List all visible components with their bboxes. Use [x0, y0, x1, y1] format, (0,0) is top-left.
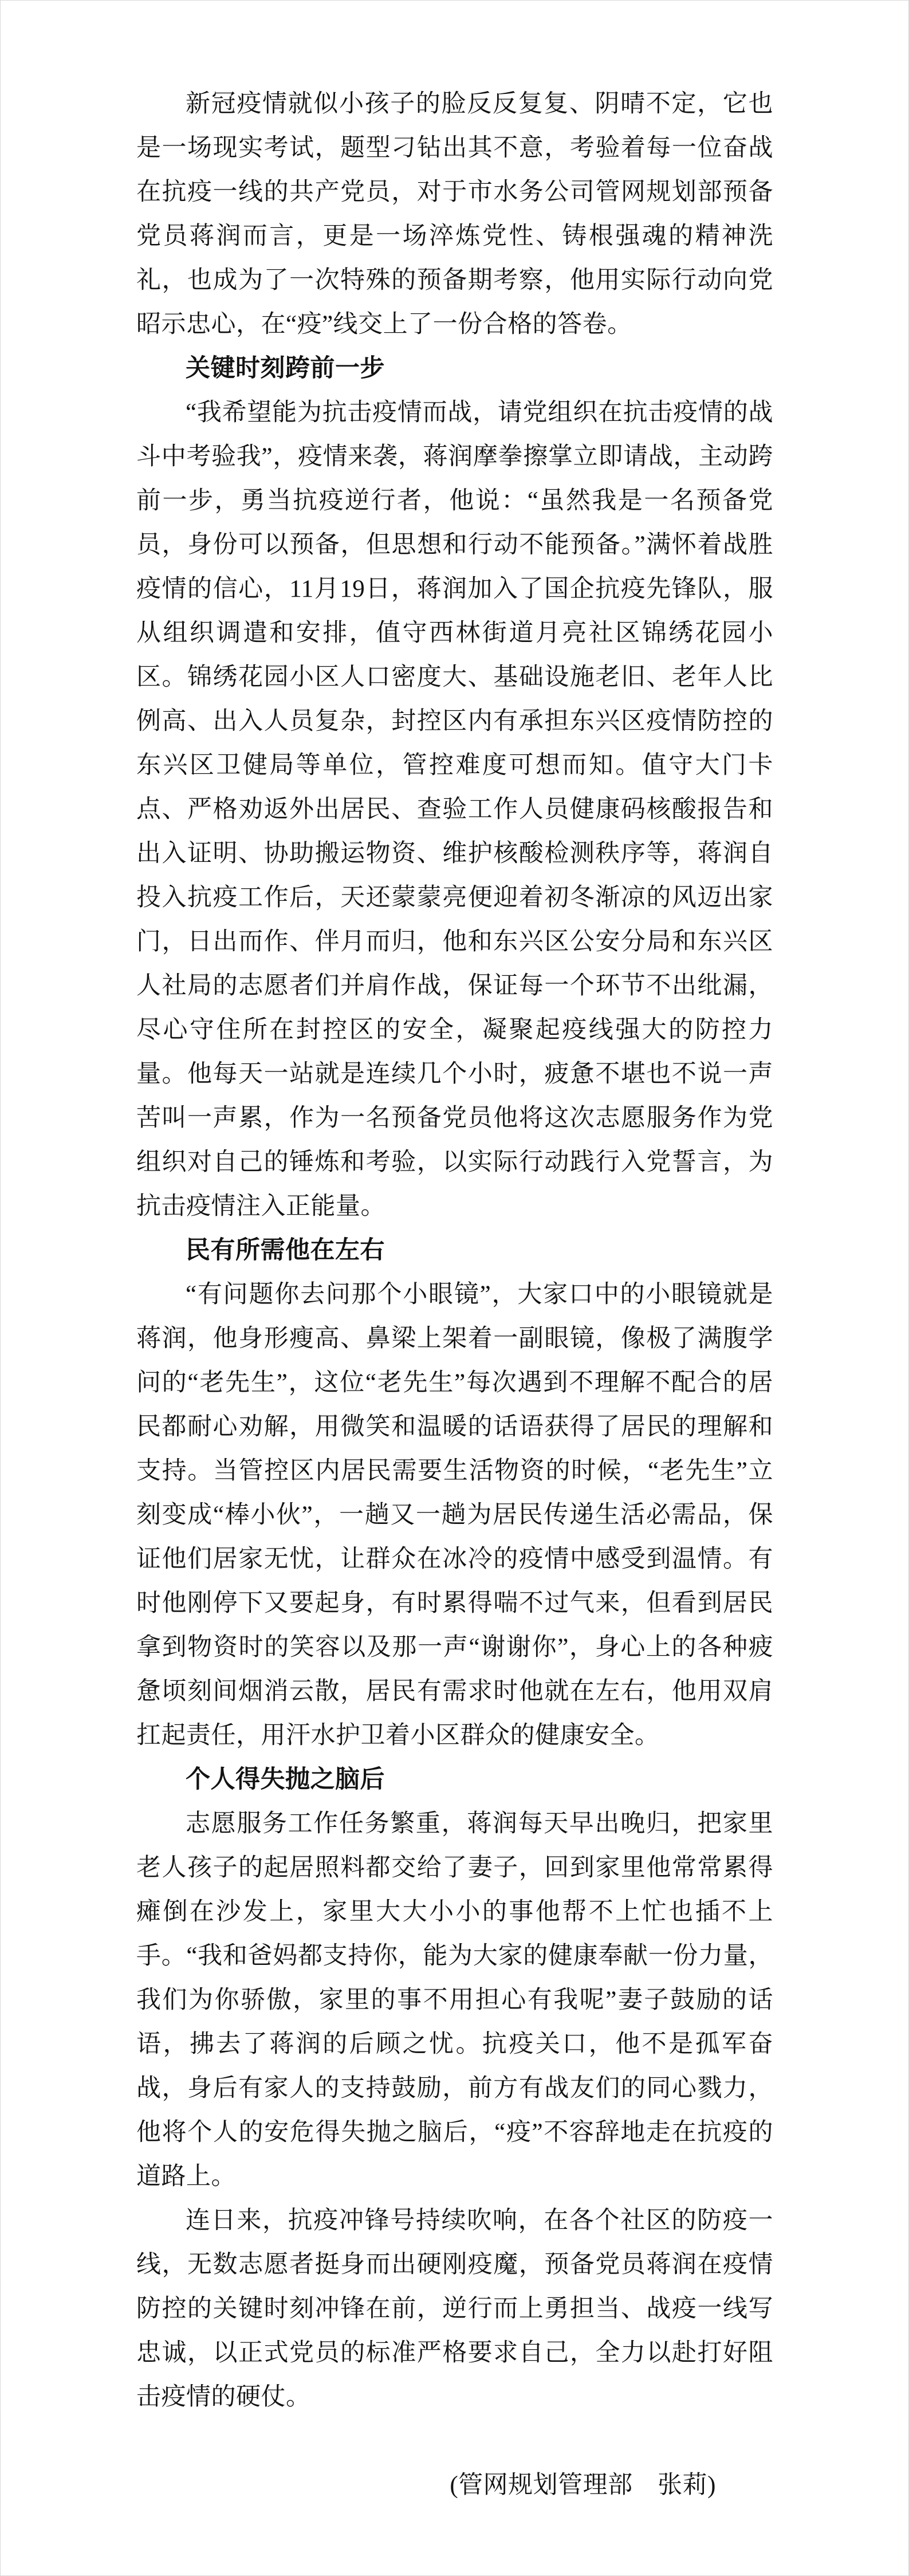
- paragraph-section-1: “我希望能为抗击疫情而战，请党组织在抗击疫情的战斗中考验我”，疫情来袭，蒋润摩拳擦掌立即请战，主动跨前一步，勇当抗疫逆行者，他说：“虽然我是一名预备党员，身份可以预备，但思想和行动不能预备。”满怀着战胜疫情的信心，11月19日，蒋润加入了国企抗疫先锋队，服从组织调遣和安排，值守西林街道月亮社区锦绣花园小区。锦绣花园小区人口密度大、基础设施老旧、老年人比例高、出入人员复杂，封控区内有承担东兴区疫情防控的东兴区卫健局等单位，管控难度可想而知。值守大门卡点、严格劝返外出居民、查验工作人员健康码核酸报告和出入证明、协助搬运物资、维护核酸检测秩序等，蒋润自投入抗疫工作后，天还蒙蒙亮便迎着初冬渐凉的风迈出家门，日出而作、伴月而归，他和东兴区公安分局和东兴区人社局的志愿者们并肩作战，保证每一个环节不出纰漏，尽心守住所在封控区的安全，凝聚起疫线强大的防控力量。他每天一站就是连续几个小时，疲惫不堪也不说一声苦叫一声累，作为一名预备党员他将这次志愿服务作为党组织对自己的锤炼和考验，以实际行动践行入党誓言，为抗击疫情注入正能量。: [136, 399, 773, 1220]
- section-heading-1: 关键时刻跨前一步: [186, 355, 385, 382]
- section-heading-3: 个人得失抛之脑后: [186, 1766, 385, 1793]
- paragraph-section-2: “有问题你去问那个小眼镜”，大家口中的小眼镜就是蒋润，他身形瘦高、鼻梁上架着一副眼镜，像极了满腹学问的“老先生”，这位“老先生”每次遇到不理解不配合的居民都耐心劝解，用微笑和温暖的话语获得了居民的理解和支持。当管控区内居民需要生活物资的时候，“老先生”立刻变成“棒小伙”，一趟又一趟为居民传递生活必需品，保证他们居家无忧，让群众在冰冷的疫情中感受到温情。有时他刚停下又要起身，有时累得喘不过气来，但看到居民拿到物资时的笑容以及那一声“谢谢你”，身心上的各种疲惫顷刻间烟消云散，居民有需求时他就在左右，他用双肩扛起责任，用汗水护卫着小区群众的健康安全。: [136, 1281, 773, 1749]
- paragraph-section-3: 志愿服务工作任务繁重，蒋润每天早出晚归，把家里老人孩子的起居照料都交给了妻子，回到家里他常常累得瘫倒在沙发上，家里大大小小的事他帮不上忙也插不上手。“我和爸妈都支持你，能为大家的健康奉献一份力量，我们为你骄傲，家里的事不用担心有我呢”妻子鼓励的话语，拂去了蒋润的后顾之忧。抗疫关口，他不是孤军奋战，身后有家人的支持鼓励，前方有战友们的同心戮力，他将个人的安危得失抛之脑后，“疫”不容辞地走在抗疫的道路上。: [136, 1810, 773, 2190]
- section-heading-2: 民有所需他在左右: [186, 1237, 385, 1264]
- paragraph-intro: 新冠疫情就似小孩子的脸反反复复、阴晴不定，它也是一场现实考试，题型刁钻出其不意，考验着每一位奋战在抗疫一线的共产党员，对于市水务公司管网规划部预备党员蒋润而言，更是一场淬炼党性、铸根强魂的精神洗礼，也成为了一次特殊的预备期考察，他用实际行动向党昭示忠心，在“疫”线交上了一份合格的答卷。: [136, 90, 773, 338]
- signature: (管网规划管理部 张莉): [450, 2472, 716, 2499]
- paragraph-closing: 连日来，抗疫冲锋号持续吹响，在各个社区的防疫一线，无数志愿者挺身而出硬刚疫魔，预备党员蒋润在疫情防控的关键时刻冲锋在前，逆行而上勇担当、战疫一线写忠诚，以正式党员的标准严格要求自己，全力以赴打好阻击疫情的硬仗。: [136, 2207, 773, 2410]
